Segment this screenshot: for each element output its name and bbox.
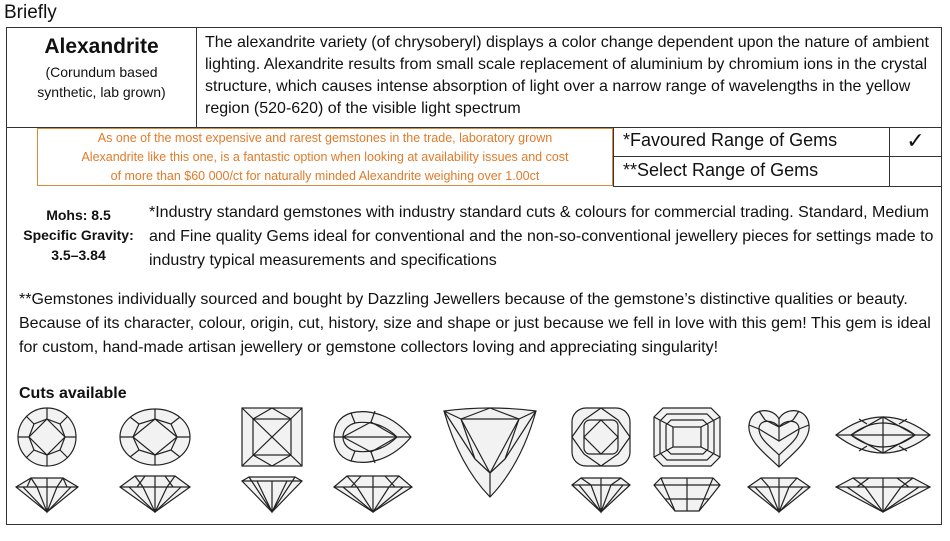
range-row-favoured	[613, 127, 941, 157]
rarity-note-line3: of more than $60 000/ct for naturally minded Alexandrite weighing over 1.00ct	[110, 169, 540, 183]
range-table	[613, 127, 941, 187]
rarity-note-line2: Alexandrite like this one, is a fantastic option when looking at availability issues and cost	[81, 150, 569, 164]
range-label-select: **Select Range of Gems	[623, 160, 819, 180]
emerald-cut-icon	[651, 405, 723, 469]
gem-subtitle	[7, 62, 196, 102]
heart-cut-icon	[745, 405, 813, 469]
princess-cut-icon	[239, 405, 305, 469]
range-mark-select	[889, 157, 941, 187]
princess-cut-profile-icon	[239, 475, 305, 515]
cuts-available-label: Cuts available	[19, 385, 127, 402]
oval-cut-icon	[117, 405, 193, 469]
cushion-cut-profile-icon	[569, 475, 633, 515]
range-label-favoured: *Favoured Range of Gems	[623, 130, 838, 150]
pear-cut-icon	[331, 405, 415, 469]
trillion-cut-icon	[441, 405, 539, 499]
gem-name: Alexandrite	[44, 35, 159, 58]
pear-cut-profile-icon	[331, 473, 415, 515]
gem-properties	[11, 205, 146, 265]
specific-gravity-value: 3.5–3.84	[51, 247, 106, 263]
mohs-hardness: Mohs: 8.5	[46, 207, 111, 223]
marquise-cut-profile-icon	[833, 475, 933, 515]
heart-cut-profile-icon	[745, 475, 813, 515]
gem-description: The alexandrite variety (of chrysoberyl) displays a color change dependent upon the nature of ambient lighting. Alexandrite results from small scale replacement of aluminium by chromium ions in the crystal structure, which causes intense absorption of light over a narrow range of wavelengths in the yellow region (520-620) of the visible light spectrum	[205, 34, 929, 117]
rarity-note	[37, 128, 613, 186]
page-heading: Briefly	[4, 2, 57, 23]
round-cut-profile-icon	[13, 475, 81, 515]
gem-header	[7, 28, 941, 127]
marquise-cut-icon	[833, 405, 933, 465]
gem-subtitle-line2: synthetic, lab grown)	[37, 84, 166, 100]
gem-name-box	[7, 28, 197, 127]
emerald-cut-profile-icon	[651, 475, 723, 515]
range-row-select	[613, 157, 941, 187]
oval-cut-profile-icon	[117, 473, 193, 515]
check-icon: ✓	[889, 127, 941, 157]
standard-range-text: *Industry standard gemstones with industry standard cuts & colours for commercial trading. Standard, Medium and Fine quality Gems ideal for conventional and the non-so-conventional jewellery pieces for settings made to industry typical measurements and specifications	[149, 204, 934, 269]
select-range-text: **Gemstones individually sourced and bought by Dazzling Jewellers because of the gemstone’s distinctive qualities or beauty. Because of its character, colour, origin, cut, history, size and shape or just because we fell in love with this gem! This gem is ideal for custom, hand-made artisan jewellery or gemstone collectors loving and appreciating singularity!	[19, 291, 931, 356]
gem-info-card	[6, 27, 942, 525]
specific-gravity-label: Specific Gravity:	[23, 227, 134, 243]
rarity-note-line1: As one of the most expensive and rarest gemstones in the trade, laboratory grown	[97, 131, 553, 145]
round-cut-icon	[13, 405, 81, 469]
cushion-cut-icon	[569, 405, 633, 469]
gem-subtitle-line1: (Corundum based	[45, 64, 158, 80]
